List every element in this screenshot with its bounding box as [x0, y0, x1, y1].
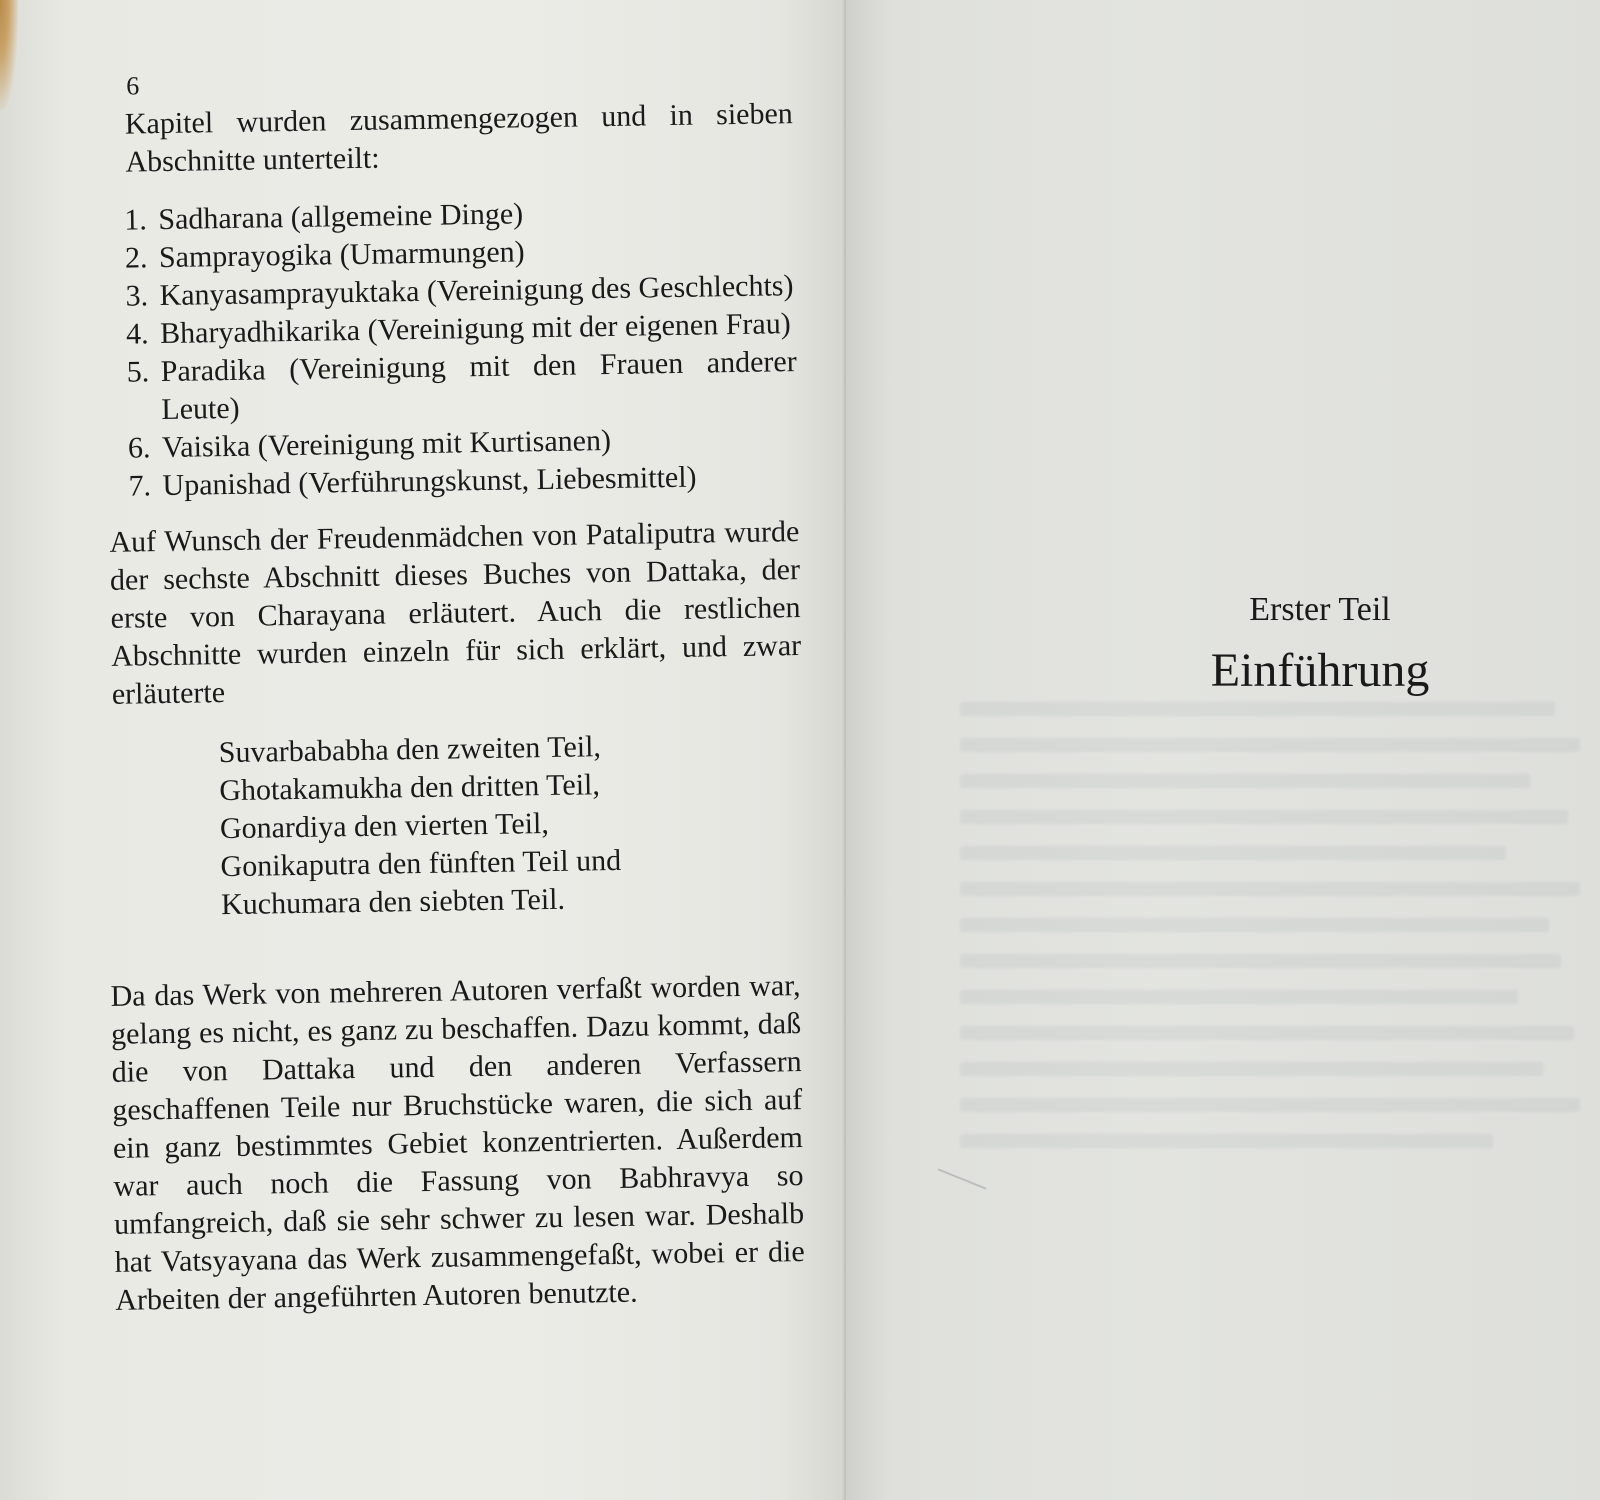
author-part-line: Gonikaputra den fünften Teil und — [220, 843, 622, 884]
chapter-text: Paradika (Vereinigung mit den Frauen anderer Leute) — [160, 345, 797, 427]
chapter-text: Bharyadhikarika (Vereinigung mit der eigenen Frau) — [159, 307, 791, 351]
chapter-item-5 — [126, 343, 797, 430]
chapter-text: Vaisika (Vereinigung mit Kurtisanen) — [161, 423, 612, 465]
part-title: Einführung — [1210, 644, 1430, 697]
chapter-number: 6. — [127, 431, 151, 465]
part-label: Erster Teil — [1249, 591, 1391, 628]
chapter-number: 3. — [125, 279, 149, 313]
chapter-list — [124, 191, 799, 505]
left-page-content — [98, 59, 818, 1320]
page-number: 6 — [126, 71, 140, 101]
chapter-text: Kanyasamprayuktaka (Vereinigung des Geschlechts) — [159, 269, 794, 313]
author-part-line: Ghotakamukha den dritten Teil, — [219, 768, 601, 808]
chapter-number: 2. — [124, 241, 148, 275]
author-part-line: Kuchumara den siebten Teil. — [220, 882, 566, 922]
author-part-line: Gonardiya den vierten Teil, — [219, 807, 550, 846]
chapter-number: 5. — [126, 355, 150, 389]
chapter-number: 1. — [124, 203, 148, 237]
authors-parts-list — [218, 725, 811, 924]
chapter-number: 7. — [128, 469, 152, 503]
chapter-text: Upanishad (Verführungskunst, Liebesmittel) — [162, 460, 697, 503]
author-part-line: Suvarbababha den zweiten Teil, — [218, 730, 602, 770]
chapter-number: 4. — [125, 317, 149, 351]
intro-paragraph: Kapitel wurden zusammengezogen und in sieben Abschnitte unterteilt: — [124, 97, 794, 179]
bleed-through-texture — [960, 680, 1580, 1170]
paragraph-wunsch: Auf Wunsch der Freudenmädchen von Pataliputra wurde der sechste Abschnitt dieses Buches von Dattaka, der erste von Charayana erläutert. Auch die restlichen Abschnitte wurden einzeln für sich erklärt, und zwar erläuterte — [109, 515, 802, 711]
chapter-text: Sadharana (allgemeine Dinge) — [158, 197, 524, 237]
paragraph-werk: Da das Werk von mehreren Autoren verfaßt worden war, gelang es nicht, es ganz zu beschaffen. Dazu kommt, daß die von Dattaka und den anderen Verfassern geschaffenen Teile nur Bruchstücke waren, die sich auf ein ganz bestimmtes Gebiet konzentrierten. Außerdem war auch noch die Fassung von Babhravya so umfangreich, daß sie sehr schwer zu lesen war. Deshalb hat Vatsyayana das Werk zusammengefaßt, wobei er die Arbeiten der angeführten Autoren benutzte. — [110, 969, 805, 1317]
right-page-content — [1060, 588, 1580, 706]
thumb-shadow — [0, 0, 18, 110]
chapter-text: Samprayogika (Umarmungen) — [158, 235, 525, 275]
